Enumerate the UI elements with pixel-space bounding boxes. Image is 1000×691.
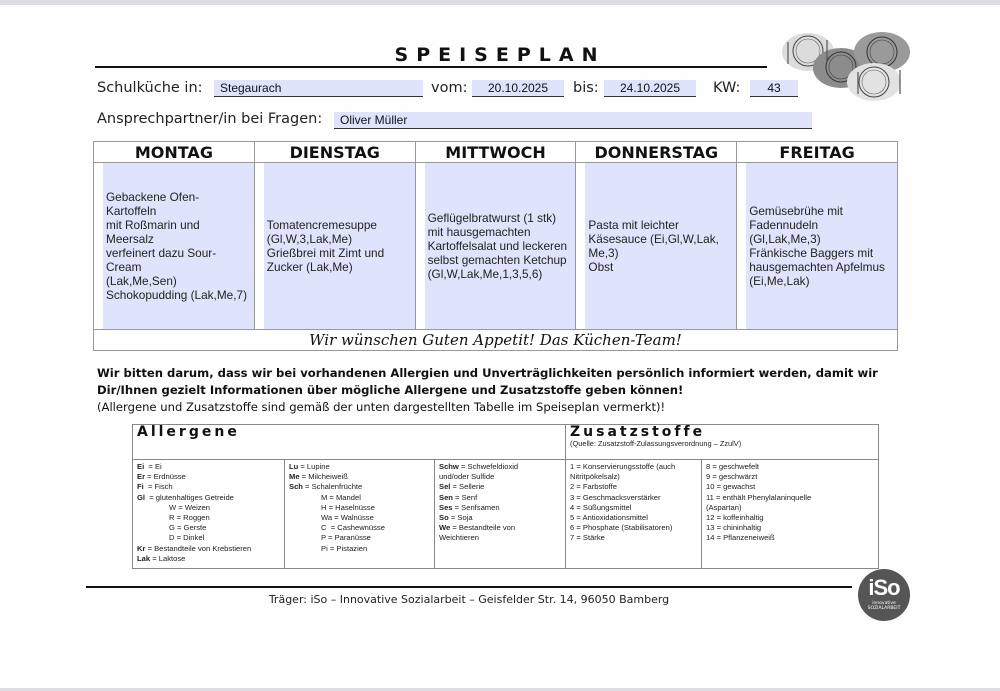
day-header-wednesday: MITTWOCH: [415, 142, 576, 163]
dish-field-wednesday[interactable]: Geflügelbratwurst (1 stk) mit hausgemachten Kartoffelsalat und leckeren selbst gemachten Ketchup (Gl,W,Lak,Me,1,3,5,6): [425, 163, 576, 329]
allergen-item: [289, 503, 430, 513]
allergen-item: [137, 544, 280, 554]
additives-col-2: [702, 460, 879, 569]
allergen-item: [439, 513, 561, 523]
additive-item: 4 = Süßungsmittel: [570, 502, 632, 512]
allergen-item: [289, 544, 430, 554]
allergen-description: = Fisch: [143, 482, 173, 492]
allergen-description: = glutenhaltiges Getreide: [145, 492, 234, 502]
allergen-item: [289, 523, 430, 533]
allergen-item: [439, 503, 561, 513]
allergen-item: [137, 472, 280, 482]
allergen-description: C = Cashewnüsse: [321, 523, 385, 533]
logo-subtext-1: innovative: [872, 601, 896, 606]
allergen-item: [439, 523, 561, 533]
allergen-item: [137, 533, 280, 543]
allergen-description: R = Roggen: [169, 513, 210, 523]
allergen-description: = Schalenfrüchte: [302, 482, 363, 492]
logo-text: iSo: [868, 575, 900, 600]
dish-field-monday[interactable]: Gebackene Ofen- Kartoffeln mit Roßmarin und Meersalz verfeinert dazu Sour- Cream (Lak,Me,Sen) Schokopudding (Lak,Me,7): [103, 163, 254, 329]
allergy-notice: [97, 365, 897, 416]
allergen-code: Lak: [137, 553, 151, 563]
additive-item: 14 = Pflanzeneiweiß: [706, 533, 775, 543]
additive-item: 9 = geschwärzt: [706, 472, 758, 482]
day-cell-tuesday: [254, 163, 415, 330]
allergen-item: [289, 472, 430, 482]
allergen-code: Lu: [289, 462, 299, 471]
additive-item: 1 = Konservierungsstoffe (auch: [570, 462, 676, 471]
week-field[interactable]: 43: [750, 80, 798, 97]
allergen-description: D = Dinkel: [169, 533, 205, 543]
allergen-item: [439, 482, 561, 492]
allergen-description: = Bestandteile von: [450, 523, 516, 533]
allergen-description: = Schwefeldioxid: [458, 462, 519, 471]
allergen-item: [289, 462, 430, 472]
additive-item: 2 = Farbstoffe: [570, 482, 617, 492]
additive-item: Nitritpökelsalz): [570, 472, 620, 482]
notice-line-2: Dir/Ihnen gezielt Informationen über mögliche Allergene und Zusatzstoffe geben können!: [97, 383, 684, 397]
contact-label: Ansprechpartner/in bei Fragen:: [97, 111, 323, 127]
allergen-item: [289, 482, 430, 492]
allergen-item: [439, 493, 561, 503]
allergen-item: [137, 523, 280, 533]
allergen-description: Pi = Pistazien: [321, 543, 368, 553]
allergen-description: = Erdnüsse: [145, 472, 186, 482]
plates-illustration-icon: [778, 30, 914, 102]
allergen-code: Sch: [289, 482, 303, 492]
from-date-field[interactable]: 20.10.2025: [472, 80, 564, 97]
allergen-description: = Ei: [144, 462, 162, 471]
allergen-item: [137, 493, 280, 503]
allergen-item: [439, 462, 561, 472]
day-header-friday: FREITAG: [737, 142, 898, 163]
allergen-description: = Bestandteile von Krebstieren: [145, 543, 252, 553]
additives-heading: Zusatzstoffe: [570, 424, 706, 440]
allergen-code: So: [439, 513, 449, 523]
allergen-description: Weichtieren: [439, 533, 479, 543]
allergen-item: [439, 472, 561, 482]
allergen-description: H = Haselnüsse: [321, 502, 375, 512]
to-date-label: bis:: [573, 80, 599, 96]
viewer-top-border: [0, 0, 1000, 5]
allergen-item: [289, 493, 430, 503]
day-header-thursday: DONNERSTAG: [576, 142, 737, 163]
allergens-col-3: [435, 460, 566, 569]
allergen-code: Er: [137, 472, 146, 482]
notice-line-3: (Allergene und Zusatzstoffe sind gemäß der unten dargestellten Tabelle im Speiseplan vermerkt)!: [97, 400, 666, 414]
allergen-description: = Senf: [452, 492, 478, 502]
allergen-code: Sen: [439, 492, 453, 502]
iso-logo-icon: [858, 569, 910, 621]
allergen-item: [137, 554, 280, 564]
allergen-description: = Lupine: [298, 462, 330, 471]
day-cell-friday: [737, 163, 898, 330]
allergen-code: Fi: [137, 482, 144, 492]
page-title: SPEISEPLAN: [394, 44, 606, 66]
allergen-description: und/oder Sulfide: [439, 472, 495, 482]
allergen-description: = Sellerie: [450, 482, 485, 492]
allergen-description: Wa = Walnüsse: [321, 513, 374, 523]
allergen-code: Me: [289, 472, 300, 482]
footer-address: Träger: iSo – Innovative Sozialarbeit – Geisfelder Str. 14, 96050 Bamberg: [268, 593, 670, 606]
allergen-description: = Laktose: [150, 553, 186, 563]
dish-field-thursday[interactable]: Pasta mit leichter Käsesauce (Ei,Gl,W,Lak, Me,3) Obst: [585, 163, 736, 329]
allergen-code: Sel: [439, 482, 451, 492]
allergen-description: G = Gerste: [169, 523, 207, 533]
additive-item: 12 = koffeinhaltig: [706, 513, 764, 523]
school-field[interactable]: Stegaurach: [214, 80, 423, 97]
allergen-code: Ei: [137, 462, 145, 471]
allergen-code: Kr: [137, 543, 146, 553]
additive-item: 3 = Geschmacksverstärker: [570, 492, 661, 502]
additive-item: (Aspartan): [706, 502, 742, 512]
day-header-monday: MONTAG: [94, 142, 255, 163]
allergens-heading: Allergene: [137, 424, 240, 440]
day-header-tuesday: DIENSTAG: [254, 142, 415, 163]
additive-item: 10 = gewachst: [706, 482, 756, 492]
allergen-item: [137, 513, 280, 523]
contact-field[interactable]: Oliver Müller: [334, 112, 812, 129]
additive-item: 6 = Phosphate (Stabilisatoren): [570, 523, 673, 533]
allergen-description: = Milcheiweiß: [299, 472, 348, 482]
allergen-code: We: [439, 523, 451, 533]
weekly-menu-table: [93, 141, 898, 351]
allergen-item: [137, 462, 280, 472]
allergen-description: = Senfsamen: [452, 502, 500, 512]
allergen-item: [289, 533, 430, 543]
allergens-heading-cell: [133, 425, 566, 460]
school-label: Schulküche in:: [97, 80, 203, 96]
footer-rule: [86, 586, 852, 588]
allergens-col-1: [133, 460, 285, 569]
notice-line-1: Wir bitten darum, dass wir bei vorhandenen Allergien und Unverträglichkeiten persönlich informiert werden, damit wir: [97, 366, 878, 380]
additive-item: 8 = geschwefelt: [706, 462, 759, 471]
dish-field-friday[interactable]: Gemüsebrühe mit Fadennudeln (Gl,Lak,Me,3) Fränkische Baggers mit hausgemachten Apfelmus (Ei,Me,Lak): [746, 163, 897, 329]
allergen-description: W = Weizen: [169, 502, 211, 512]
allergen-item: [289, 513, 430, 523]
allergen-code: Gl: [137, 492, 146, 502]
allergen-additive-legend: [132, 424, 879, 569]
additives-col-1: [566, 460, 702, 569]
additives-heading-cell: [566, 425, 879, 460]
additive-item: 13 = chininhaltig: [706, 523, 762, 533]
allergen-code: Ses: [439, 502, 453, 512]
allergen-item: [137, 503, 280, 513]
allergen-item: [439, 533, 561, 543]
additive-item: 11 = enthält Phenylalaninquelle: [706, 492, 812, 502]
title-underline: [95, 66, 767, 68]
allergen-description: M = Mandel: [321, 492, 361, 502]
additives-source: (Quelle: Zusatzstoff-Zulassungsverordnung – ZzulV): [570, 439, 742, 449]
dish-field-tuesday[interactable]: Tomatencremesuppe (Gl,W,3,Lak,Me) Grießbrei mit Zimt und Zucker (Lak,Me): [264, 163, 415, 329]
allergen-item: [137, 482, 280, 492]
week-label: KW:: [713, 80, 741, 96]
day-cell-thursday: [576, 163, 737, 330]
logo-subtext-2: SOZIALARBEIT: [867, 606, 901, 611]
allergen-description: = Soja: [448, 513, 473, 523]
from-date-label: vom:: [431, 80, 468, 96]
to-date-field[interactable]: 24.10.2025: [604, 80, 696, 97]
additive-item: 5 = Antioxidationsmittel: [570, 513, 648, 523]
day-cell-monday: [94, 163, 255, 330]
allergen-description: P = Paranüsse: [321, 533, 371, 543]
allergen-code: Schw: [439, 462, 459, 471]
day-cell-wednesday: [415, 163, 576, 330]
bon-appetit-message: Wir wünschen Guten Appetit! Das Küchen-Team!: [94, 330, 898, 351]
additive-item: 7 = Stärke: [570, 533, 605, 543]
allergens-col-2: [285, 460, 435, 569]
